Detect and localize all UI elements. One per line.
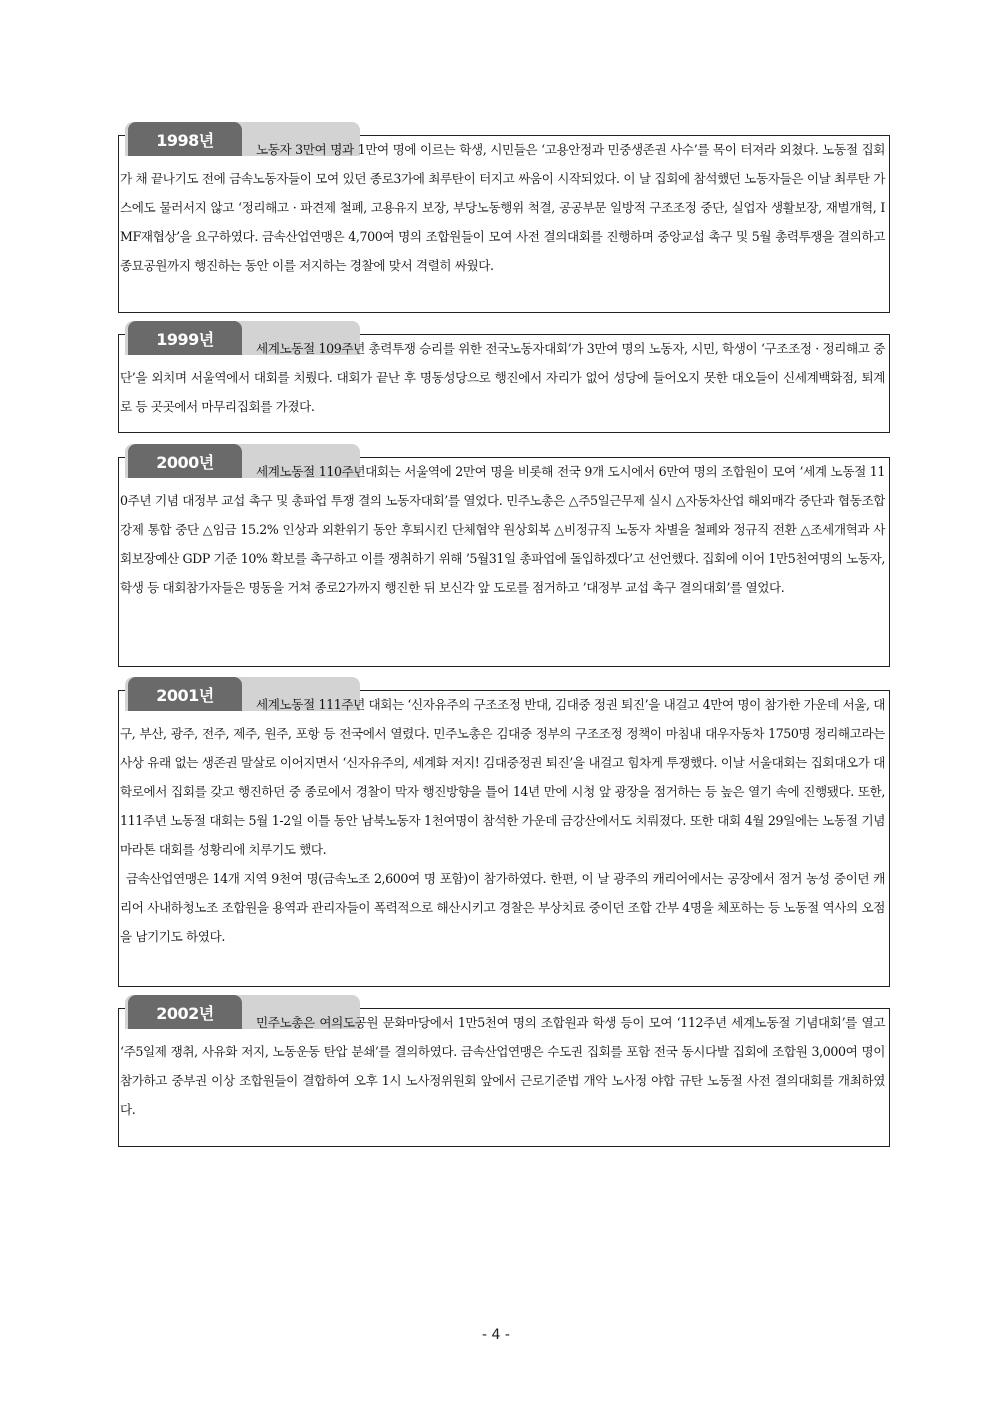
year-label: 1999년 [128,321,242,355]
entry-2001 [118,677,890,987]
entry-2000 [118,444,890,667]
entry-text [120,135,885,280]
year-label: 2002년 [128,995,242,1029]
year-label: 2000년 [128,444,242,478]
entry-1999 [118,321,890,433]
entry-text [120,690,885,951]
paragraph: 노동자 3만여 명과 1만여 명에 이르는 학생, 시민들은 ‘고용안정과 민중생존권 사수’를 목이 터져라 외쳤다. 노동절 집회가 채 끝나기도 전에 금속노동자들이 모여 있던 종로3가에 최루탄이 터지고 싸움이 시작되었다. 이 날 집회에 참석했던 노동자들은 이날 최루탄 가스에도 물러서지 않고 ‘정리해고 · 파견제 철폐, 고용유지 보장, 부당노동행위 척결, 공공부문 일방적 구조조정 중단, 실업자 생활보장, 재벌개혁, IMF재협상’을 요구하였다. 금속산업연맹은 4,700여 명의 조합원들이 모여 사전 결의대회를 진행하며 중앙교섭 촉구 및 5월 총력투쟁을 결의하고 종묘공원까지 행진하는 동안 이를 저지하는 경찰에 맞서 격렬히 싸웠다. [120,142,885,273]
page-number: - 4 - [482,1327,510,1343]
entry-1998 [118,122,890,313]
paragraph: 세계노동절 110주년대회는 서울역에 2만여 명을 비롯해 전국 9개 도시에서 6만여 명의 조합원이 모여 ’세계 노동절 110주년 기념 대정부 교섭 촉구 및 총파업 투쟁 결의 노동자대회’를 열었다. 민주노총은 △주5일근무제 실시 △자동차산업 해외매각 중단과 협동조합 강제 통합 중단 △임금 15.2% 인상과 외환위기 동안 후퇴시킨 단체협약 원상회복 △비정규직 노동자 차별을 철폐와 정규직 전환 △조세개혁과 사회보장예산 GDP 기준 10% 확보를 촉구하고 이를 쟁취하기 위해 ’5월31일 총파업에 돌입하겠다’고 선언했다. 집회에 이어 1만5천여명의 노동자, 학생 등 대회참가자들은 명동을 거쳐 종로2가까지 행진한 뒤 보신각 앞 도로를 점거하고 ’대정부 교섭 촉구 결의대회’를 열었다. [120,464,885,595]
year-label: 1998년 [128,122,242,156]
year-label: 2001년 [128,677,242,711]
entry-2002 [118,995,890,1147]
paragraph: 금속산업연맹은 14개 지역 9천여 명(금속노조 2,600여 명 포함)이 참가하였다. 한편, 이 날 광주의 캐리어에서는 공장에서 점거 농성 중이던 캐리어 사내하청노조 조합원을 용역과 관리자들이 폭력적으로 해산시키고 경찰은 부상치료 중이던 조합 간부 4명을 체포하는 등 노동절 역사의 오점을 남기기도 하였다. [120,871,885,944]
entry-text [120,334,885,421]
paragraph: 세계노동절 111주년 대회는 ‘신자유주의 구조조정 반대, 김대중 정권 퇴진’을 내걸고 4만여 명이 참가한 가운데 서울, 대구, 부산, 광주, 전주, 제주, 원주, 포항 등 전국에서 열렸다. 민주노총은 김대중 정부의 구조조정 정책이 마침내 대우자동차 1750명 정리해고라는 사상 유래 없는 생존권 말살로 이어지면서 ‘신자유주의, 세계화 저지! 김대중정권 퇴진’을 내걸고 힘차게 투쟁했다. 이날 서울대회는 집회대오가 대학로에서 집회를 갖고 행진하던 중 종로에서 경찰이 막자 행진방향을 틀어 14년 만에 시청 앞 광장을 점거하는 등 높은 열기 속에 진행됐다. 또한, 111주년 노동절 대회는 5월 1-2일 이틀 동안 남북노동자 1천여명이 참석한 가운데 금강산에서도 치뤄졌다. 또한 대회 4월 29일에는 노동절 기념 마라톤 대회를 성황리에 치루기도 했다. [120,697,885,857]
paragraph: 민주노총은 여의도공원 문화마당에서 1만5천여 명의 조합원과 학생 등이 모여 ‘112주년 세계노동절 기념대회’를 열고 ‘주5일제 쟁취, 사유화 저지, 노동운동 탄압 분쇄’를 결의하였다. 금속산업연맹은 수도권 집회를 포함 전국 동시다발 집회에 조합원 3,000여 명이 참가하고 중부권 이상 조합원들이 결합하여 오후 1시 노사정위원회 앞에서 근로기준법 개악 노사정 야합 규탄 노동절 사전 결의대회를 개최하였다. [120,1015,885,1117]
entry-text [120,1008,885,1124]
entry-text [120,457,885,602]
paragraph: 세계노동절 109주년 총력투쟁 승리를 위한 전국노동자대회’가 3만여 명의 노동자, 시민, 학생이 ‘구조조정 · 정리해고 중단’을 외치며 서울역에서 대회를 치뤘다. 대회가 끝난 후 명동성당으로 행진에서 자리가 없어 성당에 들어오지 못한 대오들이 신세계백화점, 퇴계로 등 곳곳에서 마무리집회를 가졌다. [120,341,885,414]
